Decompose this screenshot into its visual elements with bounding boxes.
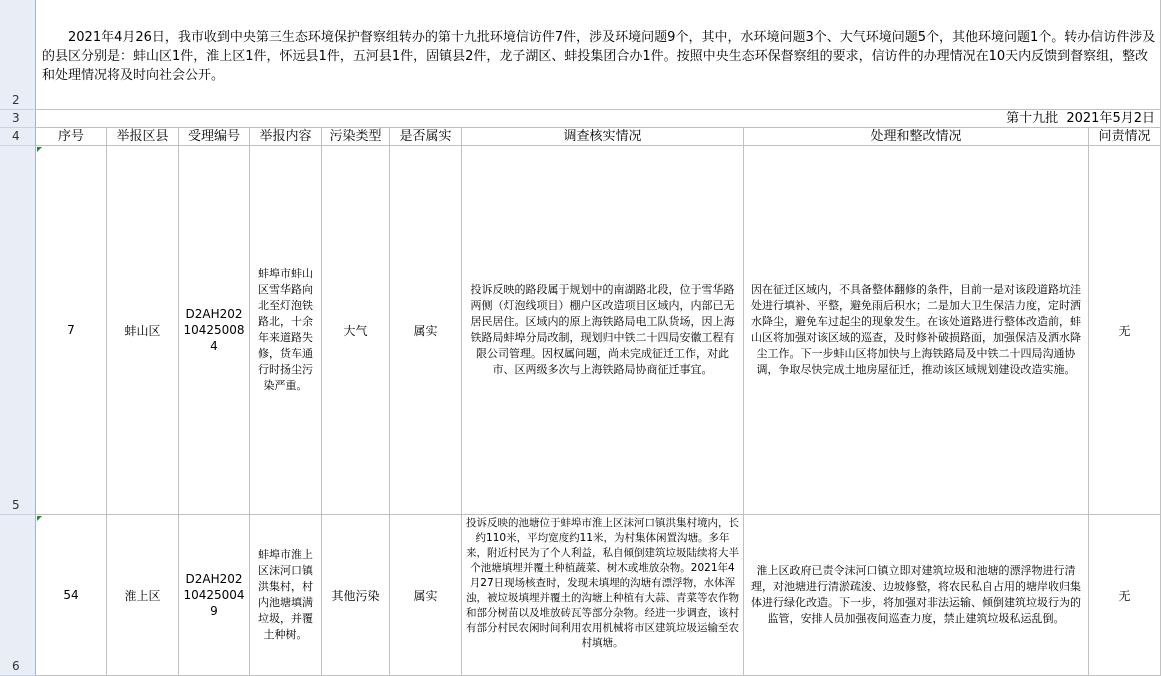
table-cell-verified[interactable]: 属实 [390,146,462,515]
row-number-2: 2 [12,93,20,107]
header-district[interactable]: 举报区县 [107,128,179,146]
table-cell-seq[interactable]: 54 [36,515,107,676]
row-number-4: 4 [12,129,20,143]
table-cell-id[interactable]: D2AH202104250084 [179,146,250,515]
header-seq[interactable]: 序号 [36,128,107,146]
table-cell-content[interactable]: 蚌埠市淮上区沫河口镇洪集村，村内池塘填满垃圾，并覆土种树。 [250,515,322,676]
table-cell-verified[interactable]: 属实 [390,515,462,676]
table-cell-type[interactable]: 大气 [322,146,390,515]
header-id[interactable]: 受理编号 [179,128,250,146]
row-header-5[interactable] [0,146,36,515]
table-cell-id[interactable]: D2AH202104250049 [179,515,250,676]
notice-text: 2021年4月26日，我市收到中央第三生态环境保护督察组转办的第十九批环境信访件7件，涉及环境问题9个，其中，水环境问题3个、大气环境问题5个，其他环境问题1个。转办信访件涉及的县区分别是：蚌山区1件，淮上区1件，怀远县1件，五河县1件，固镇县2件，龙子湖区、蚌投集团合办1件。按照中央生态环保督察组的要求，信访件的办理情况在10天内反馈到督察组，整改和处理情况将及时向社会公开。 [42,30,1156,83]
header-type[interactable]: 污染类型 [322,128,390,146]
batch-cell[interactable] [36,110,1161,128]
table-cell-handling[interactable]: 因在征迁区域内，不具备整体翻修的条件，目前一是对该段道路坑洼处进行填补、平整，避免雨后积水；二是加大卫生保洁力度，定时洒水降尘，避免车过起尘的现象发生。在该处道路进行整体改造前，蚌山区将加强对该区域的巡查，及时修补破损路面，加强保洁及洒水降尘工作。下一步蚌山区将加快与上海铁路局及中铁二十四局沟通协调，争取尽快完成土地房屋征迁，推动该区域规划建设改造实施。 [744,146,1089,515]
table-cell-seq[interactable]: 7 [36,146,107,515]
table-cell-content[interactable]: 蚌埠市蚌山区雪华路向北至灯泡铁路北，十余年来道路失修，货车通行时扬尘污染严重。 [250,146,322,515]
table-cell-investigation[interactable]: 投诉反映的池塘位于蚌埠市淮上区沫河口镇洪集村境内，长约110米，平均宽度约11米，为村集体闲置沟塘。多年来，附近村民为了个人利益，私自倾倒建筑垃圾陆续将大半个池塘填埋并覆土种植蔬菜、树木或堆放杂物。2021年4月27日现场核查时，发现未填埋的沟塘有漂浮物，水体浑浊，被垃圾填埋并覆土的沟塘上种植有大蒜、青菜等农作物和部分树苗以及堆放砖瓦等部分杂物。经进一步调查，该村有部分村民农闲时间利用农用机械将市区建筑垃圾运输至农村填塘。 [462,515,744,676]
table-cell-handling[interactable]: 淮上区政府已责令沫河口镇立即对建筑垃圾和池塘的漂浮物进行清理，对池塘进行清淤疏浚、边坡修整，将农民私自占用的塘岸收归集体进行绿化改造。下一步，将加强对非法运输、倾倒建筑垃圾行为的监管，安排人员加强夜间巡查力度，禁止建筑垃圾私运乱倒。 [744,515,1089,676]
header-content[interactable]: 举报内容 [250,128,322,146]
header-accountability[interactable]: 问责情况 [1089,128,1161,146]
table-cell-accountability[interactable]: 无 [1089,146,1161,515]
row-header-6[interactable] [0,515,36,676]
row-number-5: 5 [12,498,20,512]
header-verified[interactable]: 是否属实 [390,128,462,146]
header-investigation[interactable]: 调查核实情况 [462,128,744,146]
table-cell-district[interactable]: 淮上区 [107,515,179,676]
row-number-3: 3 [12,111,20,125]
table-cell-investigation[interactable]: 投诉反映的路段属于规划中的南湖路北段，位于雪华路两侧（灯泡线项目）棚户区改造项目区域内，内部已无居民居住。区域内的原上海铁路局电工队货场，因上海铁路局蚌埠分局改制，现划归中铁二十四局安徽工程有限公司管理。因权属问题，尚未完成征迁工作，对此市、区两级多次与上海铁路局协商征迁事宜。 [462,146,744,515]
table-cell-district[interactable]: 蚌山区 [107,146,179,515]
row-number-6: 6 [12,659,20,673]
table-cell-accountability[interactable]: 无 [1089,515,1161,676]
table-cell-type[interactable]: 其他污染 [322,515,390,676]
batch-label: 第十九批 2021年5月2日 [1006,111,1155,126]
header-handling[interactable]: 处理和整改情况 [744,128,1089,146]
